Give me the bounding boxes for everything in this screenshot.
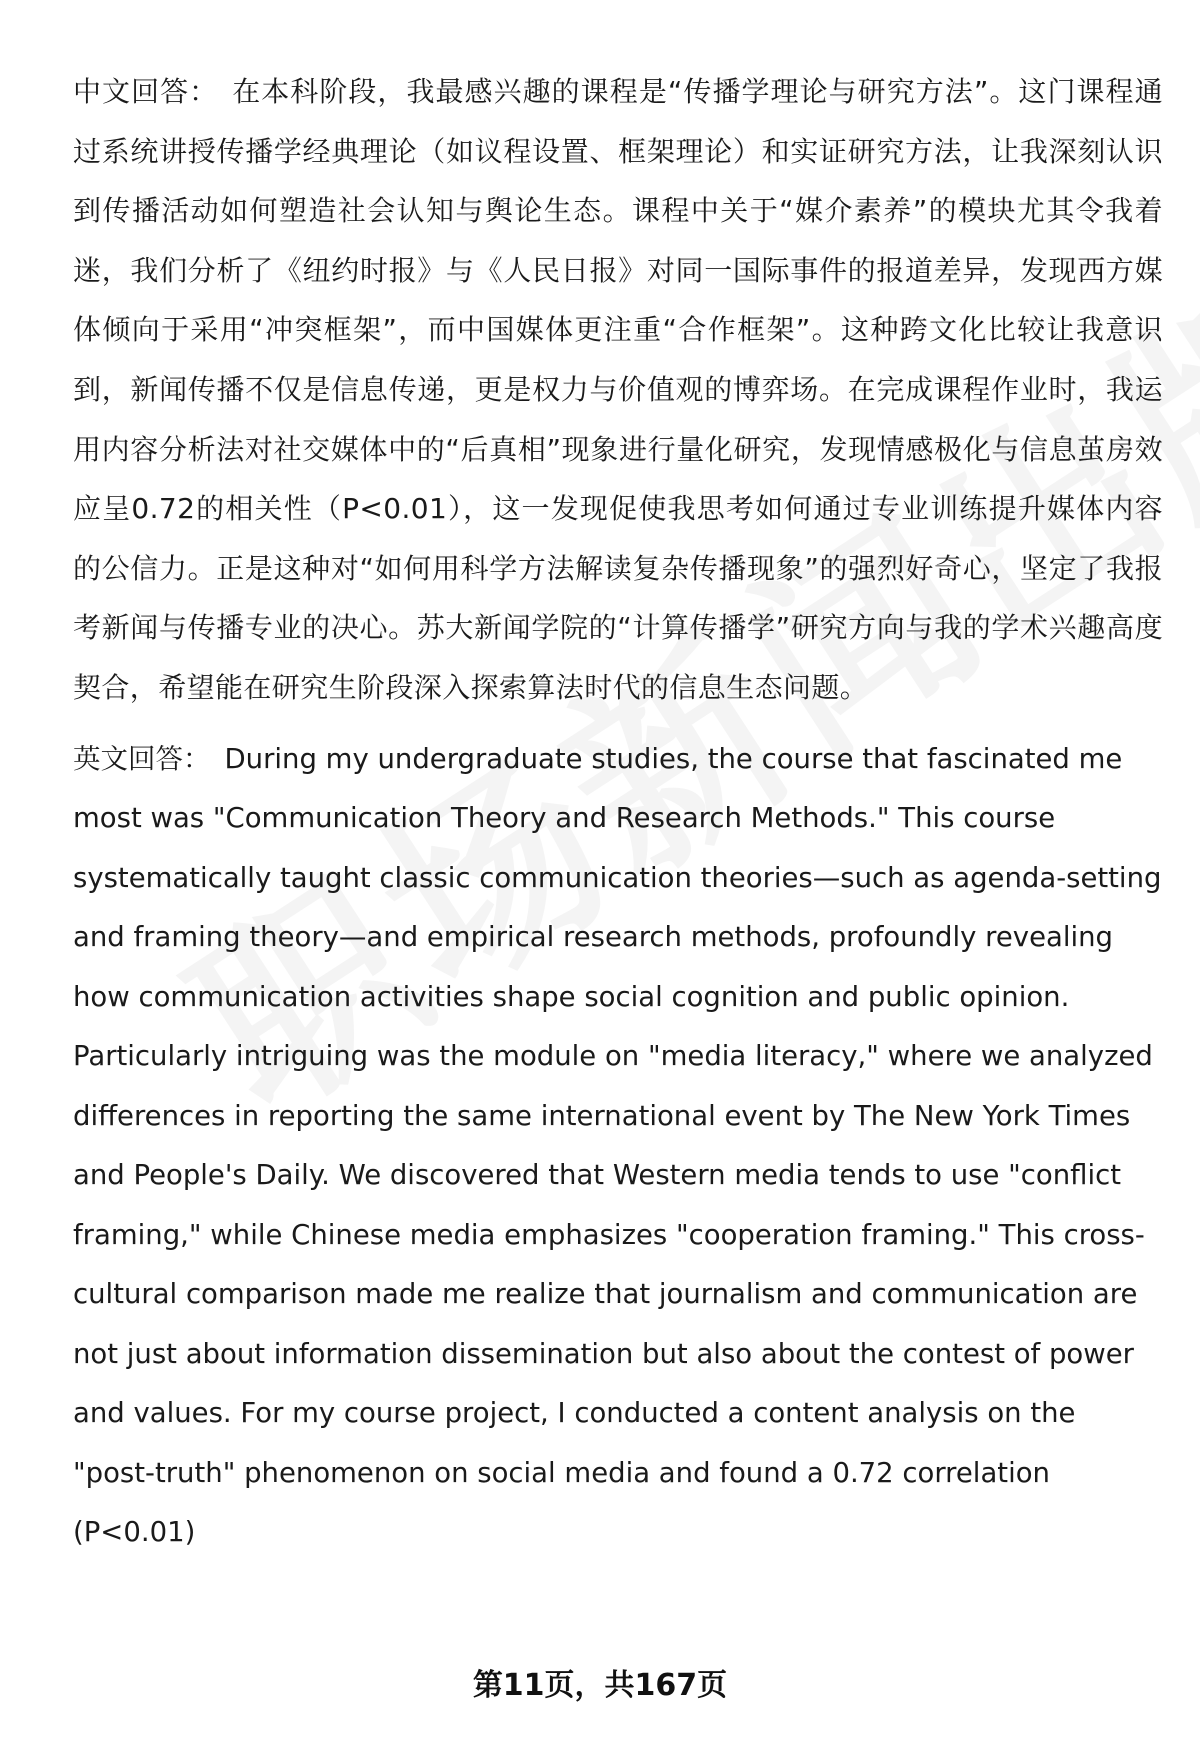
chinese-answer-label: 中文回答： (73, 75, 219, 108)
chinese-answer-text: 在本科阶段，我最感兴趣的课程是“传播学理论与研究方法”。这门课程通过系统讲授传播学经典理论（如议程设置、框架理论）和实证研究方法，让我深刻认识到传播活动如何塑造社会认知与舆论生态。课程中关于“媒介素养”的模块尤其令我着迷，我们分析了《纽约时报》与《人民日报》对同一国际事件的报道差异，发现西方媒体倾向于采用“冲突框架”，而中国媒体更注重“合作框架”。这种跨文化比较让我意识到，新闻传播不仅是信息传递，更是权力与价值观的博弈场。在完成课程作业时，我运用内容分析法对社交媒体中的“后真相”现象进行量化研究，发现情感极化与信息茧房效应呈0.72的相关性（P<0.01），这一发现促使我思考如何通过专业训练提升媒体内容的公信力。正是这种对“如何用科学方法解读复杂传播现象”的强烈好奇心，坚定了我报考新闻与传播专业的决心。苏大新闻学院的“计算传播学”研究方向与我的学术兴趣高度契合，希望能在研究生阶段深入探索算法时代的信息生态问题。 (73, 75, 1163, 704)
english-answer-text: During my undergraduate studies, the course that fascinated me most was "Communication Theory and Research Methods." This course systematically taught classic communication theories—such as agenda-setting and framing theory—and empirical research methods, profoundly revealing how communication activities shape social cognition and public opinion. Particularly intriguing was the module on "media literacy," where we analyzed differences in reporting the same international event by The New York Times and People's Daily. We discovered that Western media tends to use "conflict framing," while Chinese media emphasizes "cooperation framing." This cross-cultural comparison made me realize that journalism and communication are not just about information dissemination but also about the contest of power and values. For my course project, I conducted a content analysis on the "post-truth" phenomenon on social media and found a 0.72 correlation (P<0.01) (73, 742, 1162, 1549)
page-content (73, 62, 1163, 1563)
chinese-answer-paragraph (73, 62, 1163, 718)
english-answer-label: 英文回答： (73, 742, 211, 775)
english-answer-paragraph (73, 730, 1163, 1563)
page-number-footer: 第11页，共167页 (472, 1668, 728, 1703)
